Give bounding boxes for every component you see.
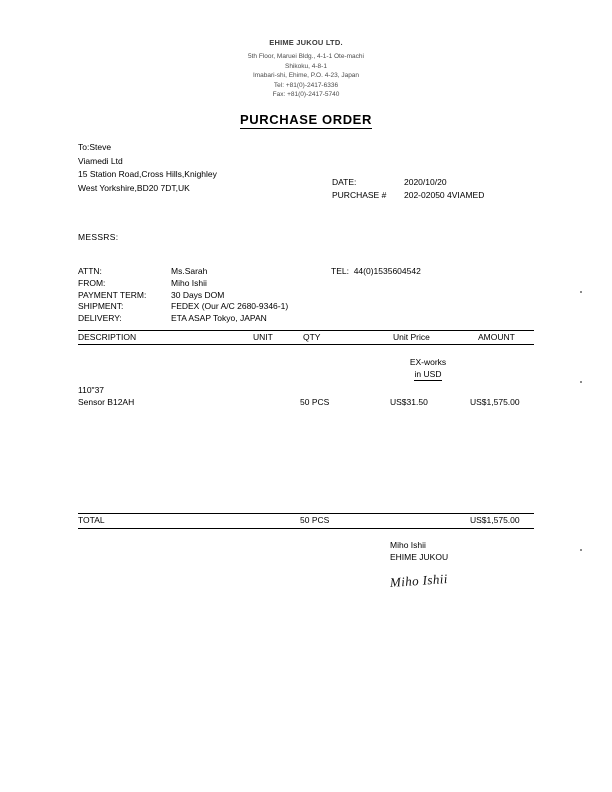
detail-value: FEDEX (Our A/C 2680-9346-1) bbox=[171, 301, 289, 312]
scan-speckle bbox=[580, 549, 582, 551]
order-meta bbox=[332, 176, 484, 202]
detail-value: 30 Days DOM bbox=[171, 289, 225, 300]
order-date-label: DATE: bbox=[332, 177, 357, 187]
detail-label: SHIPMENT: bbox=[78, 301, 124, 312]
detail-row bbox=[78, 301, 421, 313]
order-number-row bbox=[332, 189, 484, 202]
line-item-unit-price: US$31.50 bbox=[390, 396, 428, 407]
signature-name: Miho Ishii bbox=[390, 540, 426, 550]
line-items-table bbox=[78, 330, 534, 407]
detail-label: DELIVERY: bbox=[78, 313, 122, 324]
buyer-block bbox=[78, 141, 217, 195]
signature-block bbox=[390, 540, 448, 591]
price-terms bbox=[393, 356, 463, 381]
column-header-amount: AMOUNT bbox=[478, 332, 515, 342]
detail-extra-label: TEL: bbox=[331, 266, 349, 276]
company-address-line: Fax: +81(0)-2417-5740 bbox=[272, 91, 340, 98]
line-item-description-line1: 110"37 bbox=[78, 385, 105, 395]
company-address-line: Imabari-shi, Ehime, P.O. 4-23, Japan bbox=[252, 72, 360, 79]
order-date-value: 2020/10/20 bbox=[404, 177, 447, 187]
price-terms-line1: EX-works bbox=[409, 357, 447, 367]
detail-row bbox=[78, 278, 421, 290]
line-item-description-line2: Sensor B12AH bbox=[78, 396, 135, 407]
line-item-qty: 50 PCS bbox=[300, 396, 330, 407]
company-address-line: Shikoku, 4-8-1 bbox=[285, 62, 327, 70]
company-address-line: Tel: +81(0)-2417-6336 bbox=[273, 81, 339, 89]
detail-value: ETA ASAP Tokyo, JAPAN bbox=[171, 313, 267, 324]
table-header-row bbox=[78, 330, 534, 345]
company-address bbox=[0, 52, 612, 100]
scan-speckle bbox=[580, 291, 582, 293]
buyer-name: Viamedi Ltd bbox=[78, 155, 123, 166]
detail-row bbox=[78, 290, 421, 302]
order-number-value: 202-02050 4VIAMED bbox=[404, 190, 485, 200]
detail-label: PAYMENT TERM: bbox=[78, 289, 147, 300]
handwritten-signature: Miho Ishii bbox=[389, 570, 449, 590]
order-date-row bbox=[332, 176, 484, 189]
detail-row bbox=[78, 313, 421, 325]
company-address-line: 5th Floor, Maruei Bldg., 4-1-1 Ote-machi bbox=[248, 53, 364, 60]
page-title-text: PURCHASE ORDER bbox=[240, 112, 372, 127]
total-amount: US$1,575.00 bbox=[470, 515, 520, 525]
page-title bbox=[0, 112, 612, 127]
total-qty: 50 PCS bbox=[300, 515, 330, 525]
letterhead bbox=[0, 38, 612, 100]
signature-company: EHIME JUKOU bbox=[390, 551, 449, 562]
column-header-description: DESCRIPTION bbox=[78, 332, 137, 342]
column-header-unit-price: Unit Price bbox=[393, 332, 430, 342]
column-header-unit: UNIT bbox=[253, 332, 273, 342]
detail-extra-value: 44(0)1535604542 bbox=[353, 266, 421, 276]
column-header-qty: QTY bbox=[303, 332, 321, 342]
detail-value: Miho Ishii bbox=[171, 277, 207, 288]
line-item-description bbox=[78, 385, 134, 408]
detail-label: FROM: bbox=[78, 277, 106, 288]
total-row bbox=[78, 513, 534, 529]
buyer-address-1: 15 Station Road,Cross Hills,Knighley bbox=[78, 169, 217, 179]
detail-row bbox=[78, 266, 421, 278]
order-number-label: PURCHASE # bbox=[332, 190, 387, 200]
order-details bbox=[78, 266, 421, 325]
detail-label: ATTN: bbox=[78, 266, 102, 276]
total-label: TOTAL bbox=[78, 515, 105, 525]
scan-speckle bbox=[580, 381, 582, 383]
messrs-label: MESSRS: bbox=[78, 232, 119, 242]
price-terms-currency: in USD bbox=[414, 369, 442, 379]
company-name: EHIME JUKOU LTD. bbox=[269, 38, 343, 47]
line-item-amount: US$1,575.00 bbox=[470, 396, 520, 407]
detail-value: Ms.Sarah bbox=[171, 266, 208, 276]
buyer-address-2: West Yorkshire,BD20 7DT,UK bbox=[78, 182, 190, 193]
buyer-attention: To:Steve bbox=[78, 142, 112, 152]
detail-extra bbox=[331, 266, 421, 278]
